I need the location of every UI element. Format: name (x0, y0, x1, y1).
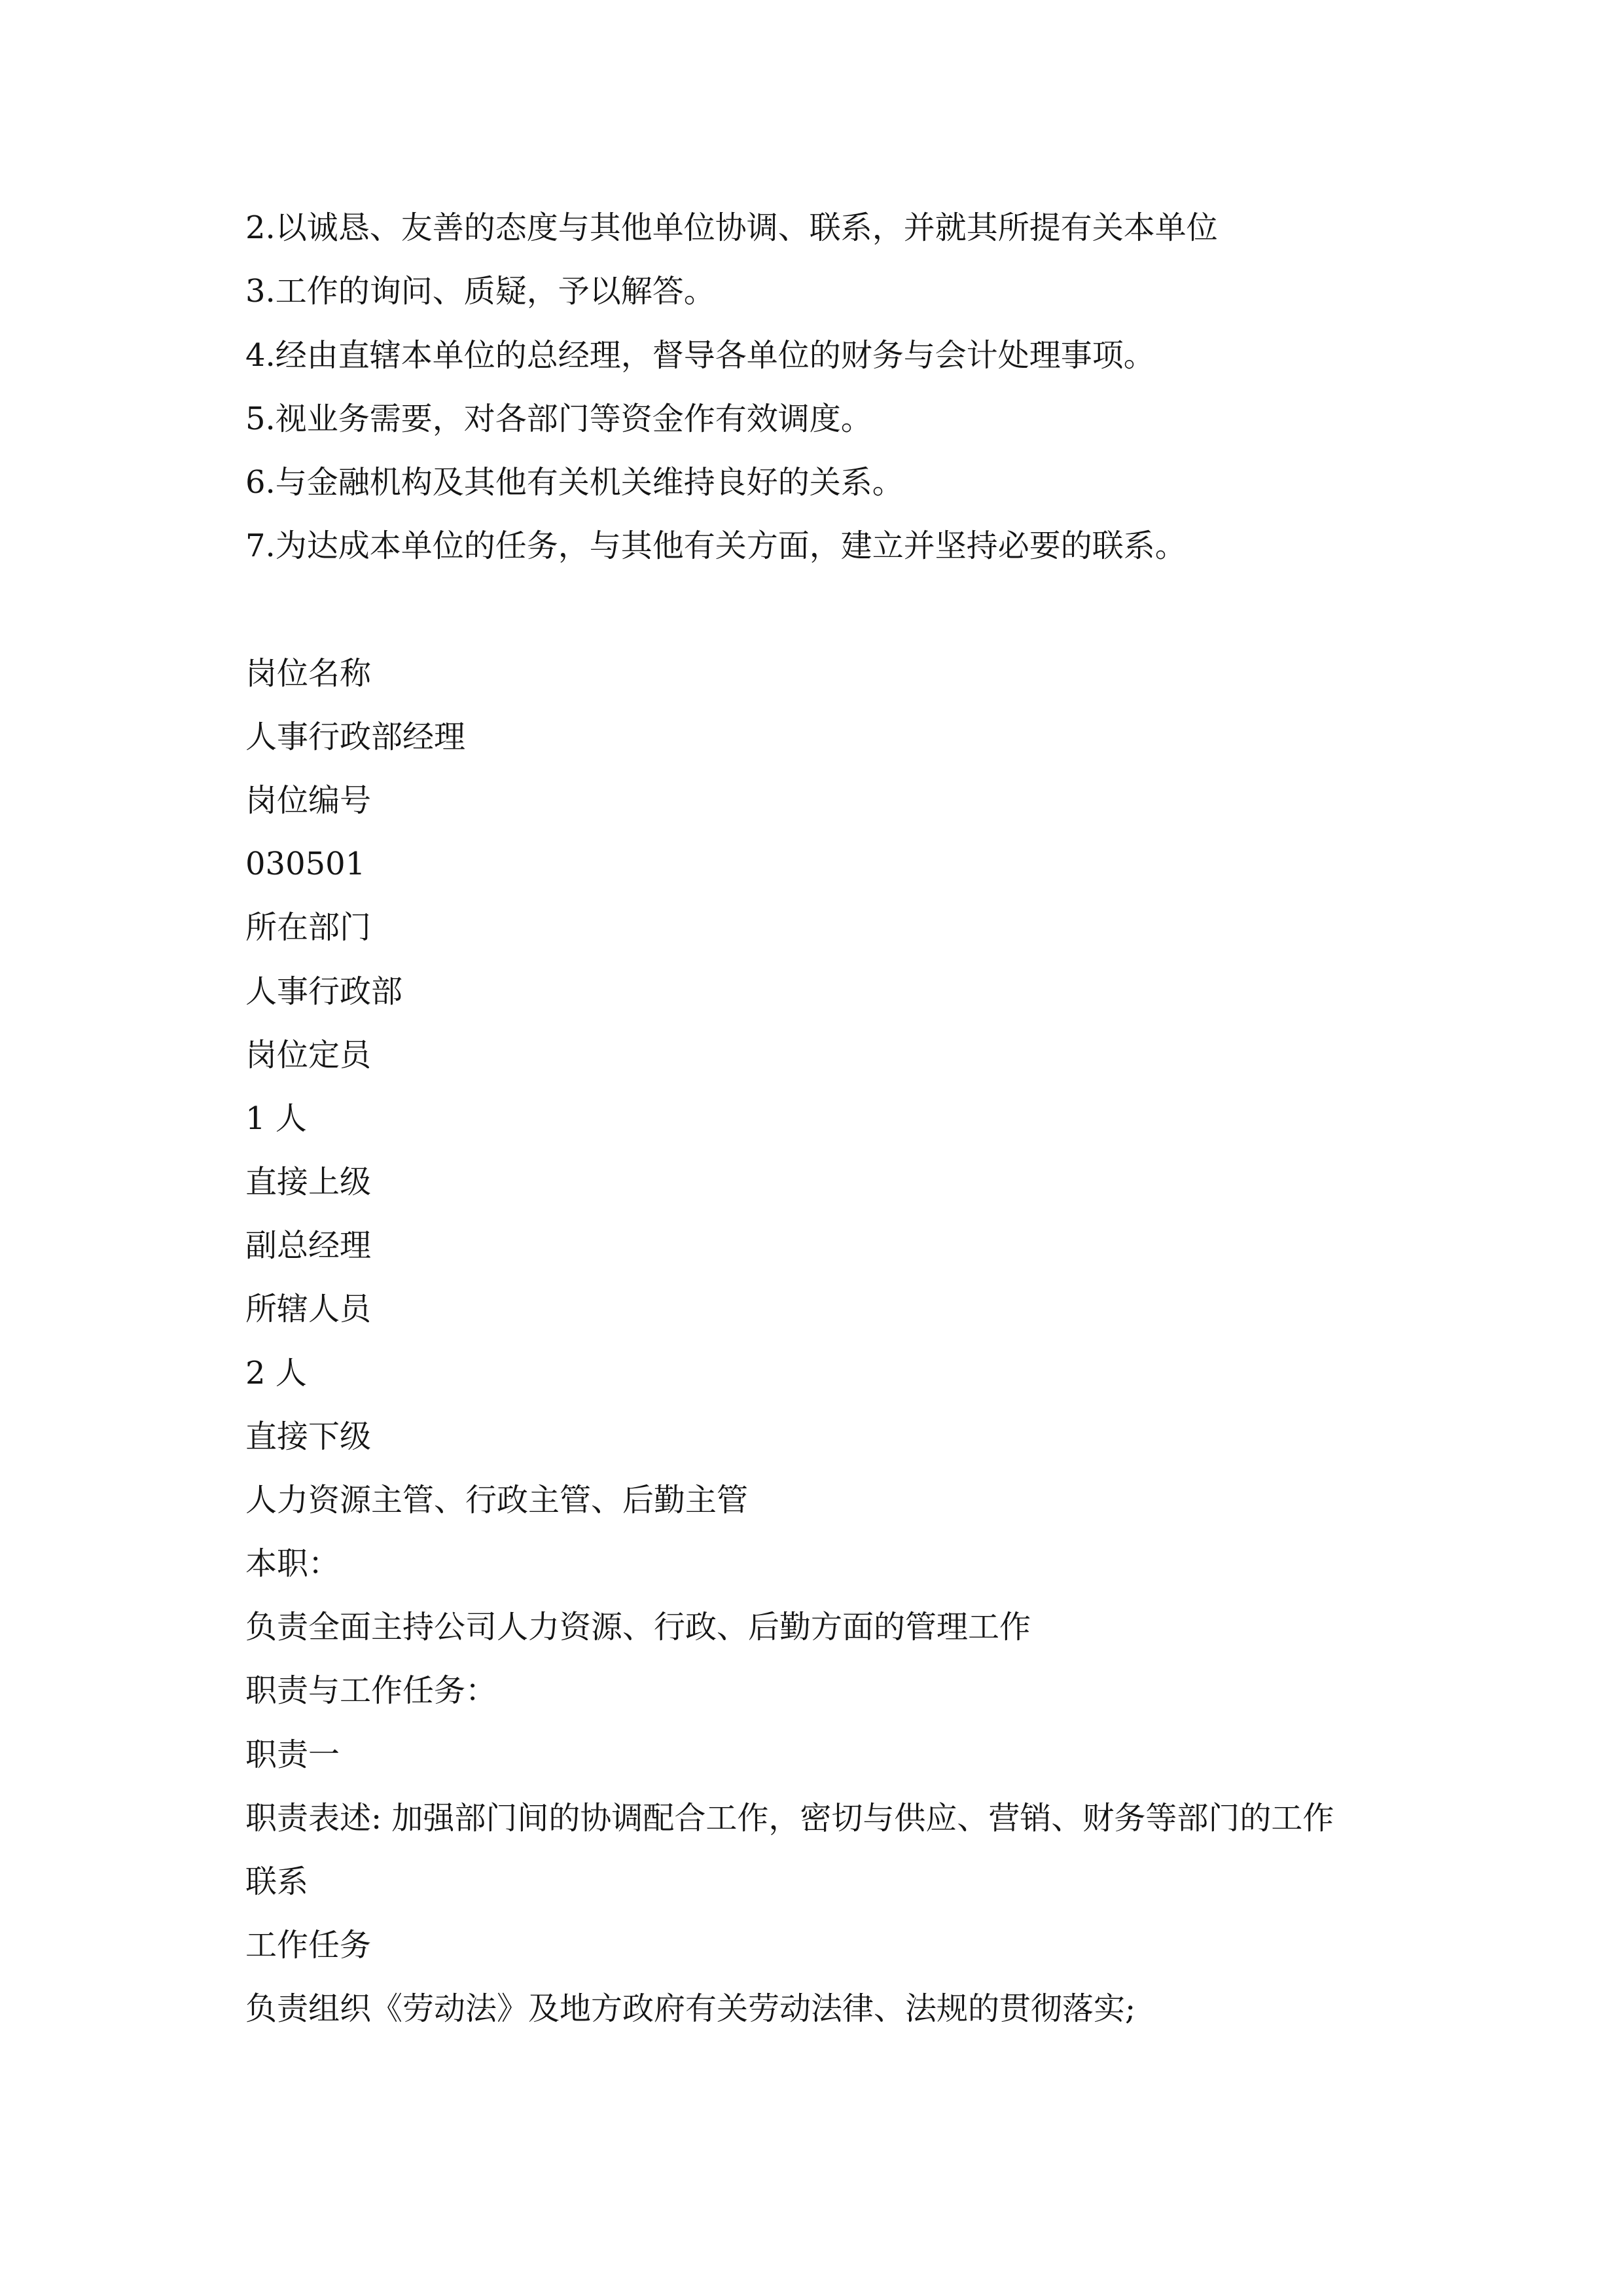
role-value: 负责全面主持公司人力资源、行政、后勤方面的管理工作 (245, 1609, 1031, 1645)
duty-item-2: 2.以诚恳、友善的态度与其他单位协调、联系，并就其所提有关本单位 (245, 209, 1218, 246)
superior-label: 直接上级 (245, 1164, 372, 1200)
duty-item-5: 5.视业务需要，对各部门等资金作有效调度。 (245, 401, 872, 437)
staff-label: 所辖人员 (245, 1291, 372, 1327)
department-label: 所在部门 (245, 909, 372, 946)
duty-1-title: 职责一 (245, 1736, 340, 1773)
headcount-label: 岗位定员 (245, 1037, 372, 1073)
position-name-label: 岗位名称 (245, 655, 372, 692)
subordinate-value: 人力资源主管、行政主管、后勤主管 (245, 1482, 749, 1518)
superior-value: 副总经理 (245, 1227, 372, 1264)
tasks-heading: 工作任务 (245, 1927, 372, 1964)
role-label: 本职： (245, 1545, 340, 1582)
duty-item-7: 7.为达成本单位的任务，与其他有关方面，建立并坚持必要的联系。 (245, 528, 1186, 564)
duties-heading: 职责与工作任务： (245, 1672, 497, 1709)
duty-item-3: 3.工作的询问、质疑，予以解答。 (245, 273, 715, 310)
position-name-value: 人事行政部经理 (245, 719, 466, 755)
subordinate-label: 直接下级 (245, 1418, 372, 1455)
staff-value: 2 人 (245, 1355, 307, 1391)
department-value: 人事行政部 (245, 973, 403, 1010)
position-code-label: 岗位编号 (245, 782, 372, 819)
duty-item-6: 6.与金融机构及其他有关机关维持良好的关系。 (245, 464, 904, 501)
duty-1-description: 职责表述: 加强部门间的协调配合工作，密切与供应、营销、财务等部门的工作 (245, 1800, 1334, 1837)
duty-1-description-cont: 联系 (245, 1863, 309, 1900)
headcount-value: 1 人 (245, 1100, 307, 1137)
duty-item-4: 4.经由直辖本单位的总经理，督导各单位的财务与会计处理事项。 (245, 337, 1155, 374)
task-1: 负责组织《劳动法》及地方政府有关劳动法律、法规的贯彻落实; (245, 1990, 1136, 2027)
position-code-value: 030501 (245, 846, 366, 882)
